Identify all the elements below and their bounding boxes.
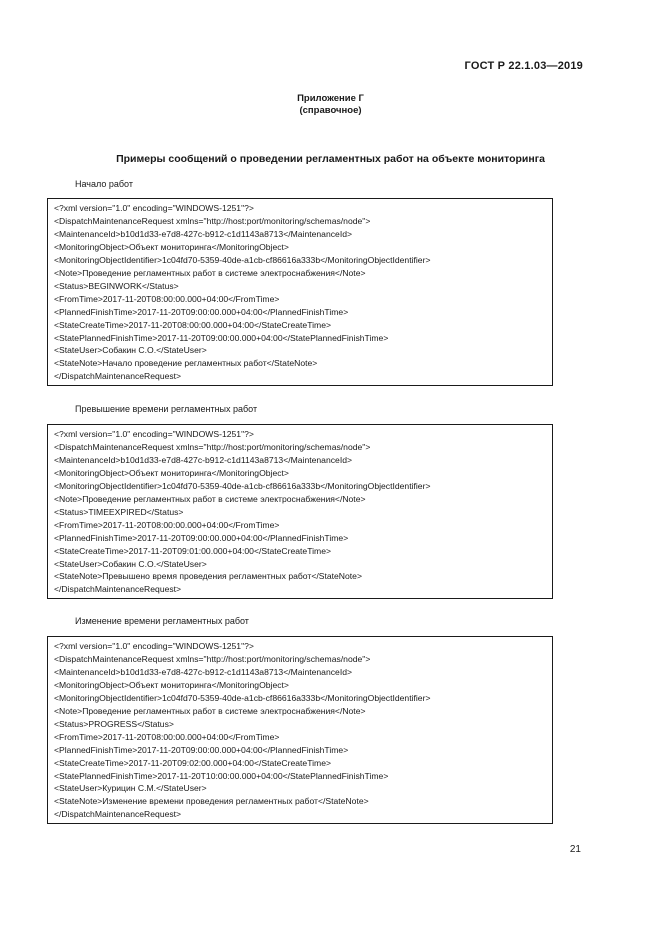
section-title: Примеры сообщений о проведении регламентных работ на объекте мониторинга: [116, 153, 545, 165]
code-line: <MaintenanceId>b10d1d33-e7d8-427c-b912-c1d1143a8713</MaintenanceId>: [54, 454, 352, 465]
code-line: <StateUser>Собакин С.О.</StateUser>: [54, 345, 207, 356]
code-line: <StateNote>Изменение времени проведения регламентных работ</StateNote>: [54, 796, 369, 807]
code-line: <FromTime>2017-11-20T08:00:00.000+04:00</FromTime>: [54, 519, 280, 530]
document-code: ГОСТ Р 22.1.03—2019: [464, 60, 583, 72]
code-line: </DispatchMaintenanceRequest>: [54, 809, 182, 820]
code-box-change: [47, 636, 553, 824]
code-line: <?xml version="1.0" encoding="WINDOWS-1251"?>: [54, 203, 254, 213]
code-box-timeexpired: [47, 424, 553, 599]
code-line: <MonitoringObjectIdentifier>1c04fd70-5359-40de-a1cb-cf86616a333b</MonitoringObjectIdentifier>: [54, 480, 431, 491]
code-line: <Status>TIMEEXPIRED</Status>: [54, 506, 184, 517]
code-line: <Note>Проведение регламентных работ в системе электроснабжения</Note>: [54, 493, 366, 504]
code-line: <MaintenanceId>b10d1d33-e7d8-427c-b912-c1d1143a8713</MaintenanceId>: [54, 228, 352, 239]
code-line: <MonitoringObjectIdentifier>1c04fd70-5359-40de-a1cb-cf86616a333b</MonitoringObjectIdentifier>: [54, 254, 431, 265]
code-line: <StateUser>Курицин С.М.</StateUser>: [54, 783, 207, 794]
code-line: <MonitoringObject>Объект мониторинга</MonitoringObject>: [54, 241, 289, 252]
appendix-title: Приложение Г: [297, 93, 364, 104]
code-line: <StatePlannedFinishTime>2017-11-20T09:00:00.000+04:00</StatePlannedFinishTime>: [54, 332, 389, 343]
example-caption-start: Начало работ: [75, 179, 133, 189]
code-line: <?xml version="1.0" encoding="WINDOWS-1251"?>: [54, 429, 254, 439]
appendix-subtitle: (справочное): [299, 105, 362, 116]
code-line: <StatePlannedFinishTime>2017-11-20T10:00:00.000+04:00</StatePlannedFinishTime>: [54, 770, 389, 781]
code-line: <PlannedFinishTime>2017-11-20T09:00:00.000+04:00</PlannedFinishTime>: [54, 306, 349, 317]
code-line: <StateCreateTime>2017-11-20T08:00:00.000+04:00</StateCreateTime>: [54, 319, 332, 330]
code-line: <MaintenanceId>b10d1d33-e7d8-427c-b912-c1d1143a8713</MaintenanceId>: [54, 666, 352, 677]
code-line: <FromTime>2017-11-20T08:00:00.000+04:00</FromTime>: [54, 293, 280, 304]
code-line: <FromTime>2017-11-20T08:00:00.000+04:00</FromTime>: [54, 731, 280, 742]
code-line: <PlannedFinishTime>2017-11-20T09:00:00.000+04:00</PlannedFinishTime>: [54, 744, 349, 755]
code-line: <MonitoringObject>Объект мониторинга</MonitoringObject>: [54, 679, 289, 690]
code-line: <MonitoringObject>Объект мониторинга</MonitoringObject>: [54, 467, 289, 478]
appendix-heading: [0, 93, 661, 117]
code-line: <Status>PROGRESS</Status>: [54, 718, 174, 729]
code-line: <DispatchMaintenanceRequest xmlns="http://host:port/monitoring/schemas/node">: [54, 441, 371, 452]
code-line: <DispatchMaintenanceRequest xmlns="http://host:port/monitoring/schemas/node">: [54, 653, 371, 664]
code-line: <Note>Проведение регламентных работ в системе электроснабжения</Note>: [54, 267, 366, 278]
code-line: <StateUser>Собакин С.О.</StateUser>: [54, 558, 207, 569]
code-line: <StateCreateTime>2017-11-20T09:01:00.000+04:00</StateCreateTime>: [54, 545, 332, 556]
code-line: <DispatchMaintenanceRequest xmlns="http://host:port/monitoring/schemas/node">: [54, 215, 371, 226]
code-line: <?xml version="1.0" encoding="WINDOWS-1251"?>: [54, 641, 254, 651]
code-line: </DispatchMaintenanceRequest>: [54, 371, 182, 382]
code-line: <StateCreateTime>2017-11-20T09:02:00.000+04:00</StateCreateTime>: [54, 757, 332, 768]
example-caption-change: Изменение времени регламентных работ: [75, 616, 249, 626]
code-line: <PlannedFinishTime>2017-11-20T09:00:00.000+04:00</PlannedFinishTime>: [54, 532, 349, 543]
code-line: </DispatchMaintenanceRequest>: [54, 584, 182, 595]
page-number: 21: [569, 844, 581, 855]
code-box-start: [47, 198, 553, 386]
code-line: <StateNote>Превышено время проведения регламентных работ</StateNote>: [54, 571, 362, 582]
code-line: <Status>BEGINWORK</Status>: [54, 280, 179, 291]
code-line: <MonitoringObjectIdentifier>1c04fd70-5359-40de-a1cb-cf86616a333b</MonitoringObjectIdentifier>: [54, 692, 431, 703]
example-caption-timeexpired: Превышение времени регламентных работ: [75, 404, 258, 414]
code-line: <StateNote>Начало проведение регламентных работ</StateNote>: [54, 358, 318, 369]
code-line: <Note>Проведение регламентных работ в системе электроснабжения</Note>: [54, 705, 366, 716]
